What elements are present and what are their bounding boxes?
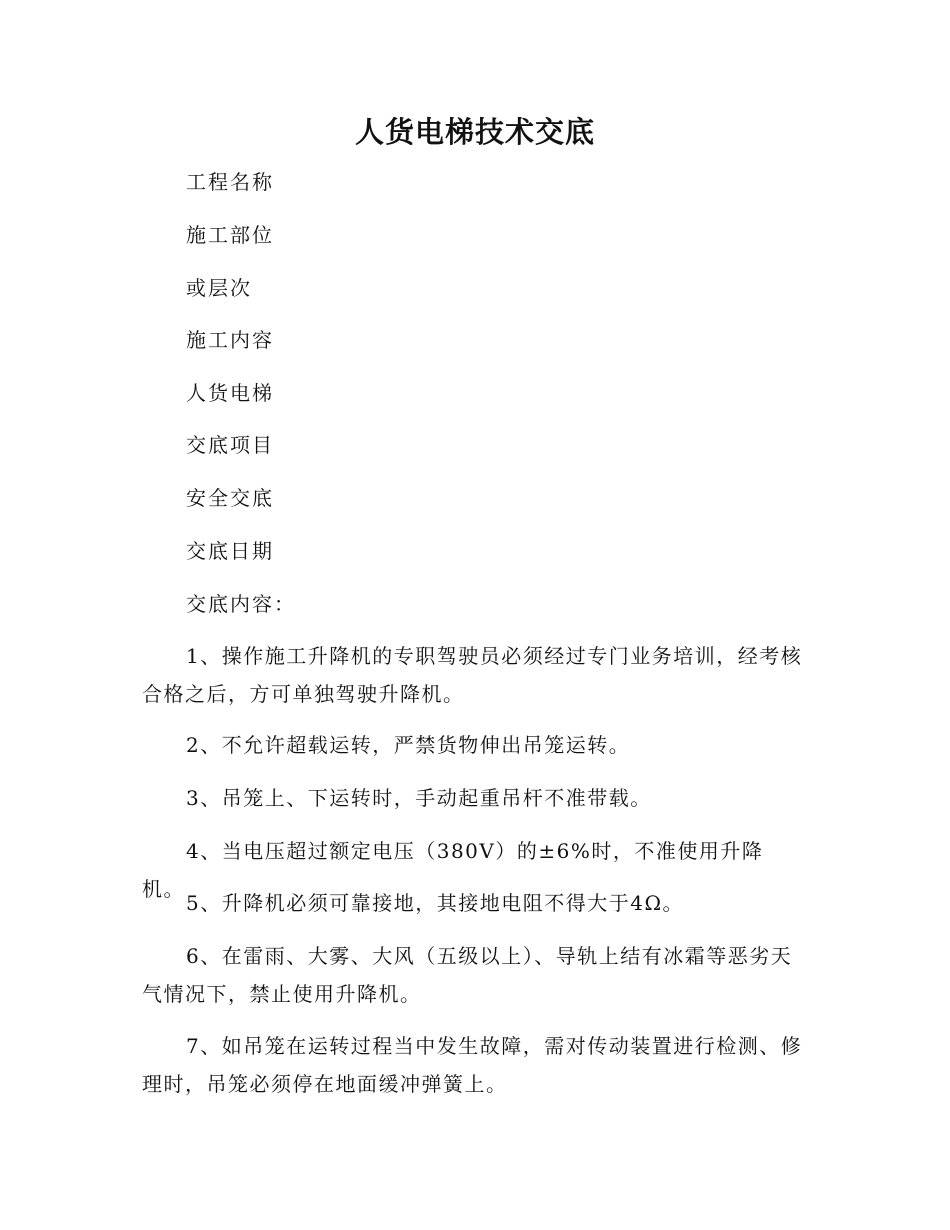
field-construction-content: 施工内容 [186,328,274,352]
list-item-3: 3、吊笼上、下运转时，手动起重吊杆不准带载。 [186,786,652,810]
list-item-7: 7、如吊笼在运转过程当中发生故障，需对传动装置进行检测、修理时，吊笼必须停在地面缓冲弹簧上。 [142,1034,803,1096]
field-briefing-date: 交底日期 [186,539,274,563]
list-item-2: 2、不允许超载运转，严禁货物伸出吊笼运转。 [186,733,631,757]
list-item-4: 4、当电压超过额定电压（380V）的±6%时，不准使用升降机。 [142,839,764,901]
field-briefing-content-label: 交底内容： [186,592,296,616]
field-project-name: 工程名称 [186,170,274,194]
list-item-1: 1、操作施工升降机的专职驾驶员必须经过专门业务培训，经考核合格之后，方可单独驾驶升降机。 [142,644,803,706]
field-briefing-item: 交底项目 [186,433,274,457]
list-item-6: 6、在雷雨、大雾、大风（五级以上）、导轨上结有冰霜等恶劣天气情况下，禁止使用升降机。 [142,944,793,1006]
field-elevator: 人货电梯 [186,381,274,405]
field-construction-part: 施工部位 [186,223,274,247]
field-level: 或层次 [186,276,252,300]
list-item-5: 5、升降机必须可靠接地，其接地电阻不得大于4Ω。 [186,891,685,915]
document-title: 人货电梯技术交底 [354,115,595,149]
field-safety-briefing: 安全交底 [186,486,274,510]
